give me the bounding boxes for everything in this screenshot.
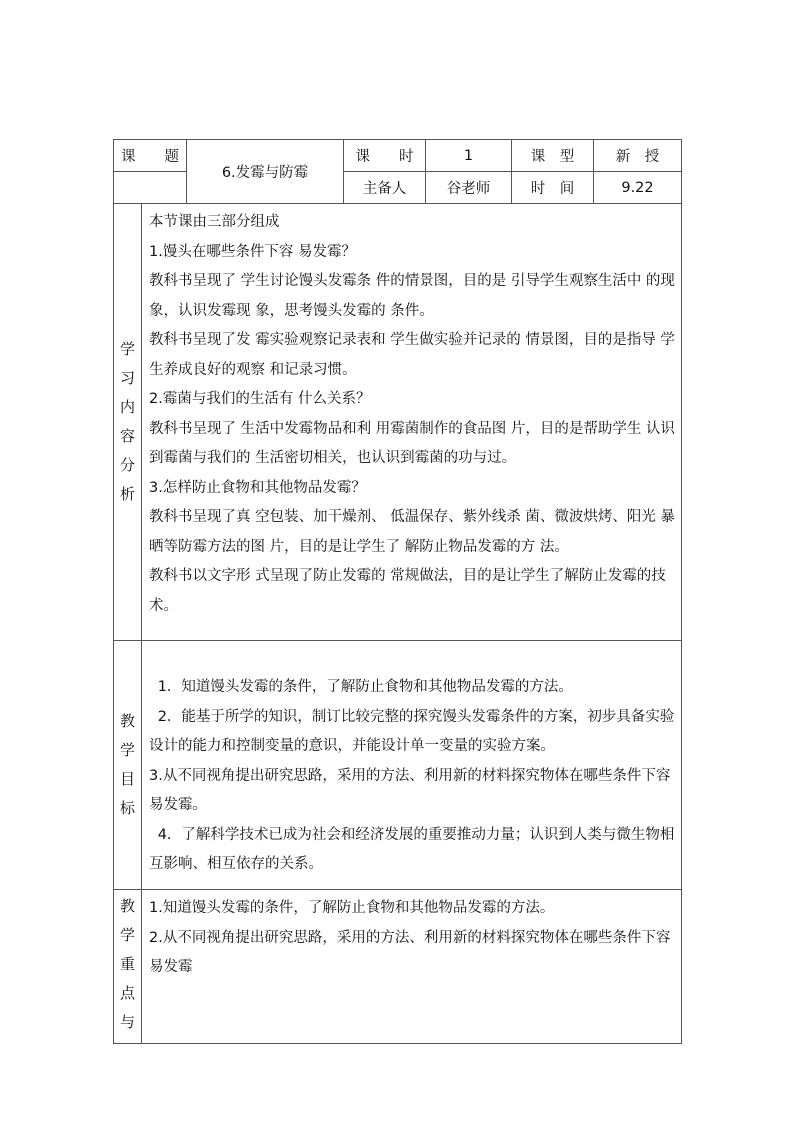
preparer-value: 谷老师: [426, 172, 512, 204]
analysis-paragraph: 3.怎样防止食物和其他物品发霉？: [149, 479, 366, 496]
header-row-1: [114, 140, 682, 172]
key-points-side-label: 教 学 重 点 与: [114, 890, 142, 1044]
key-point-item: 2.从不同视角提出研究思路，采用的方法、利用新的材料探究物体在哪些条件下容易发霉: [149, 929, 671, 975]
preparer-label: 主备人: [344, 172, 426, 204]
analysis-paragraph: 教科书呈现了 生活中发霉物品和利 用霉菌制作的食品图 片，目的是帮助学生 认识到霉菌与我们的 生活密切相关，也认识到霉菌的功与过。: [149, 420, 675, 466]
analysis-paragraph: 本节课由三部分组成: [149, 214, 280, 230]
key-points-content: [142, 890, 682, 1044]
type-label: 课 型: [512, 140, 594, 172]
analysis-row: [114, 204, 682, 641]
hours-value: 1: [426, 140, 512, 172]
analysis-paragraph: 教科书呈现了 学生讨论馒头发霉条 件的情景图，目的是 引导学生观察生活中 的现象，认识发霉现 象，思考馒头发霉的 条件。: [149, 273, 675, 319]
objective-item: 4．了解科学技术已成为社会和经济发展的重要推动力量；认识到人类与微生物相互影响、相互依存的关系。: [149, 826, 675, 872]
objective-item: 1．知道馒头发霉的条件，了解防止食物和其他物品发霉的方法。: [157, 679, 573, 695]
objectives-row: [114, 641, 682, 890]
lesson-plan-table: [113, 139, 682, 1044]
objective-item: 3.从不同视角提出研究思路，采用的方法、利用新的材料探究物体在哪些条件下容易发霉。: [149, 767, 671, 813]
subject-label: 课 题: [114, 140, 187, 172]
objectives-content: [142, 641, 682, 890]
analysis-side-label: 学 习 内 容 分 析: [114, 204, 142, 641]
key-point-item: 1.知道馒头发霉的条件，了解防止食物和其他物品发霉的方法。: [149, 900, 555, 916]
time-label: 时 间: [512, 172, 594, 204]
key-points-row: [114, 890, 682, 1044]
analysis-content: [142, 204, 682, 641]
objectives-side-label: 教 学 目 标: [114, 641, 142, 890]
analysis-paragraph: 教科书呈现了发 霉实验观察记录表和 学生做实验并记录的 情景图，目的是指导 学生养成良好的观察 和记录习惯。: [149, 332, 675, 378]
time-value: 9.22: [594, 172, 682, 204]
subject-label-blank: [114, 172, 187, 204]
analysis-paragraph: 1.馒头在哪些条件下容 易发霉？: [149, 243, 356, 260]
objective-item: 2．能基于所学的知识，制订比较完整的探究馒头发霉条件的方案，初步具备实验设计的能力和控制变量的意识，并能设计单一变量的实验方案。: [149, 708, 675, 754]
hours-label: 课 时: [344, 140, 426, 172]
lesson-title: 6.发霉与防霉: [187, 140, 344, 204]
type-value: 新 授: [594, 140, 682, 172]
analysis-paragraph: 2.霉菌与我们的生活有 什么关系？: [149, 391, 371, 407]
analysis-paragraph: 教科书呈现了真 空包装、加干燥剂、 低温保存、紫外线杀 菌、微波烘烤、阳光 暴晒等防霉方法的图 片，目的是让学生了 解防止物品发霉的方 法。: [149, 509, 675, 555]
analysis-paragraph: 教科书以文字形 式呈现了防止发霉的 常规做法，目的是让学生了解防止发霉的技术。: [149, 568, 666, 614]
